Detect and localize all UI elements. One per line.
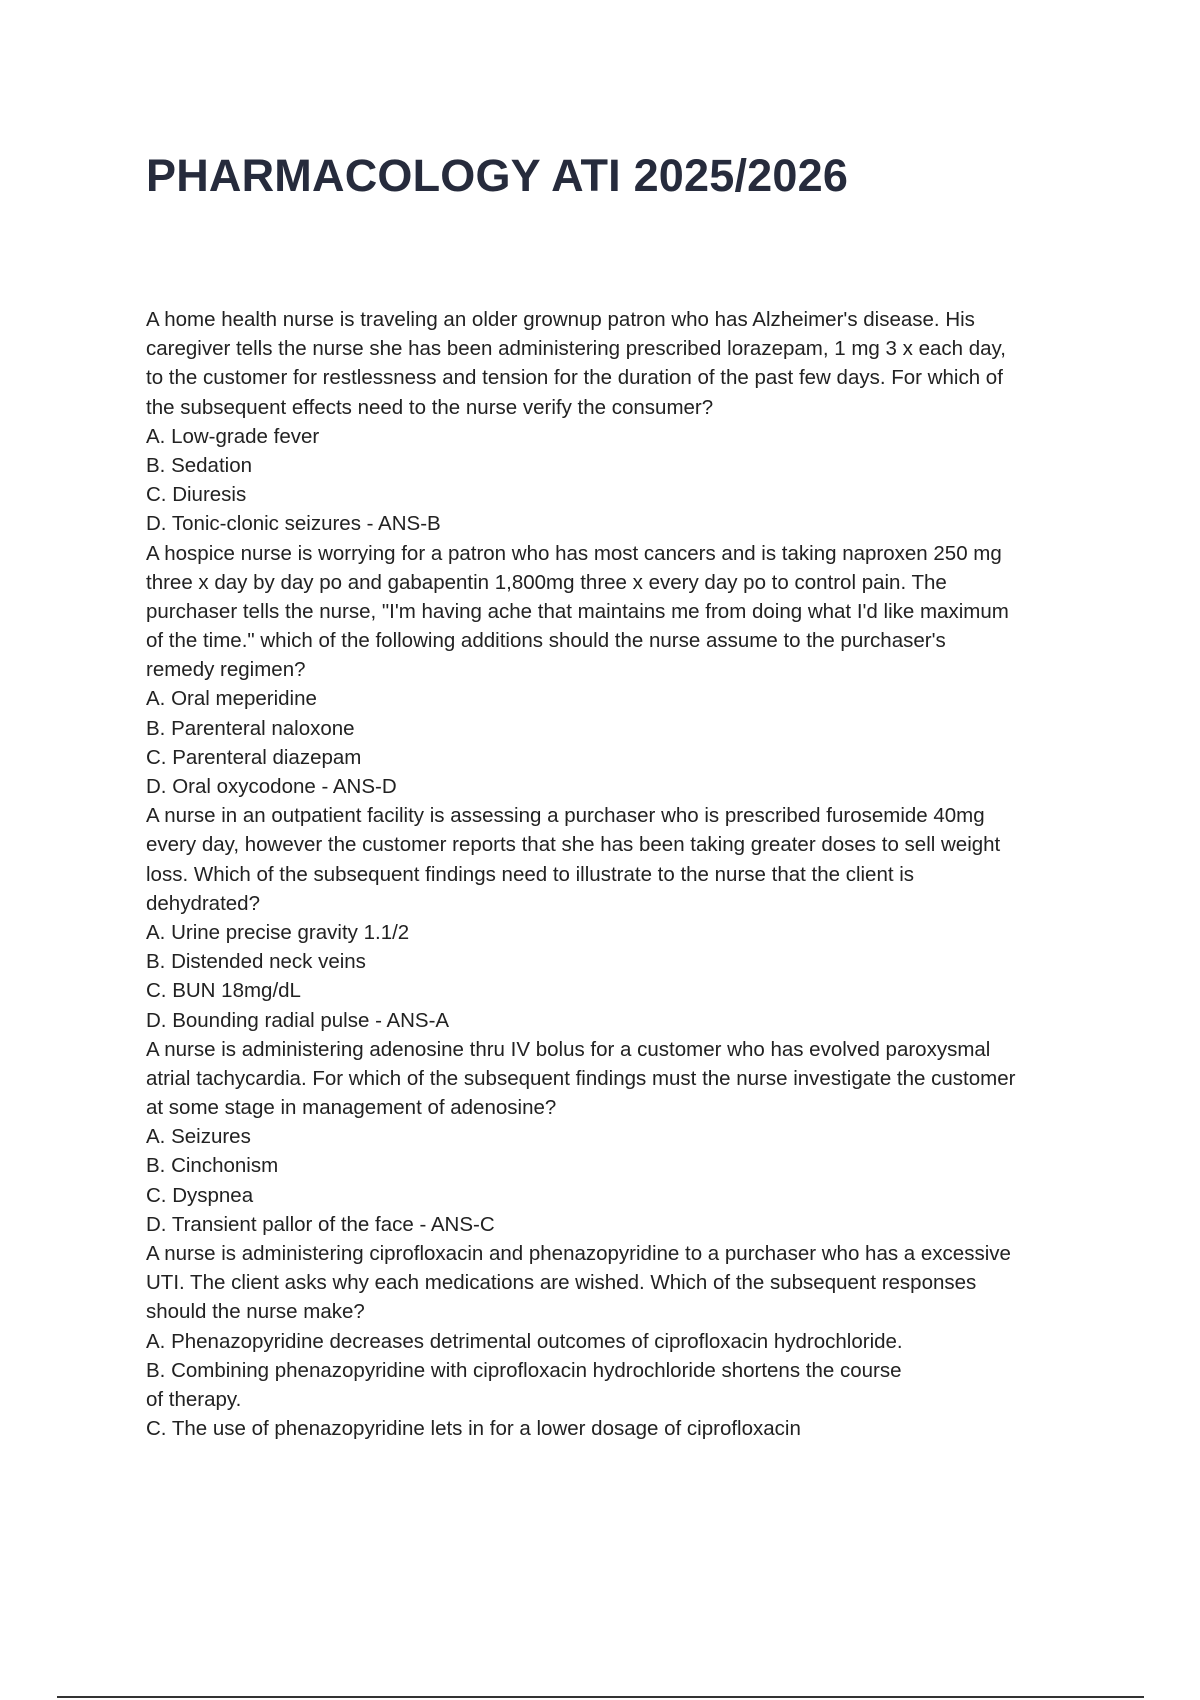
question-stem-line: A home health nurse is traveling an older grownup patron who has Alzheimer's disease. His xyxy=(146,308,975,331)
answer-option-continuation: of therapy. xyxy=(146,1387,242,1411)
document-body xyxy=(146,305,1106,1443)
question-stem-line: to the customer for restlessness and tension for the duration of the past few days. For which of xyxy=(146,366,1003,390)
question-2 xyxy=(146,539,1106,802)
answer-option: C. BUN 18mg/dL xyxy=(146,979,301,1003)
question-stem-line: of the time." which of the following additions should the nurse assume to the purchaser's xyxy=(146,629,946,653)
answer-option-with-answer-key: D. Transient pallor of the face - ANS-C xyxy=(146,1212,495,1236)
answer-option: B. Cinchonism xyxy=(146,1154,279,1178)
answer-option: B. Parenteral naloxone xyxy=(146,716,355,740)
answer-option-with-answer-key: D. Bounding radial pulse - ANS-A xyxy=(146,1008,450,1032)
question-stem-line: at some stage in management of adenosine? xyxy=(146,1096,557,1120)
question-3 xyxy=(146,801,1106,1035)
page-title: PHARMACOLOGY ATI 2025/2026 xyxy=(146,150,849,201)
question-stem-line: three x day by day po and gabapentin 1,800mg three x every day po to control pain. The xyxy=(146,570,947,594)
question-stem-line: the subsequent effects need to the nurse verify the consumer? xyxy=(146,395,714,419)
question-5 xyxy=(146,1239,1106,1443)
answer-option-with-answer-key: D. Tonic-clonic seizures - ANS-B xyxy=(146,512,441,536)
answer-option-with-answer-key: D. Oral oxycodone - ANS-D xyxy=(146,775,397,798)
question-stem-line: caregiver tells the nurse she has been administering prescribed lorazepam, 1 mg 3 x each day, xyxy=(146,337,1006,361)
answer-option: B. Combining phenazopyridine with ciprofloxacin hydrochloride shortens the course xyxy=(146,1358,902,1382)
answer-option: B. Sedation xyxy=(146,453,252,477)
question-stem-line: should the nurse make? xyxy=(146,1300,365,1324)
question-stem-line: A hospice nurse is worrying for a patron who has most cancers and is taking naproxen 250 mg xyxy=(146,541,1002,565)
answer-option: A. Urine precise gravity 1.1/2 xyxy=(146,920,410,944)
bottom-divider xyxy=(57,1696,1144,1698)
answer-option: C. Diuresis xyxy=(146,483,247,507)
answer-option: A. Low-grade fever xyxy=(146,424,320,448)
question-stem-line: dehydrated? xyxy=(146,891,260,915)
answer-option: B. Distended neck veins xyxy=(146,950,366,974)
answer-option: A. Phenazopyridine decreases detrimental outcomes of ciprofloxacin hydrochloride. xyxy=(146,1329,903,1353)
answer-option: C. The use of phenazopyridine lets in for a lower dosage of ciprofloxacin xyxy=(146,1417,801,1441)
answer-option: C. Dyspnea xyxy=(146,1183,254,1207)
question-stem-line: A nurse is administering ciprofloxacin and phenazopyridine to a purchaser who has a excessive xyxy=(146,1242,1011,1265)
answer-option: C. Parenteral diazepam xyxy=(146,745,362,769)
question-stem-line: purchaser tells the nurse, "I'm having ache that maintains me from doing what I'd like maximum xyxy=(146,599,1009,623)
question-stem-line: every day, however the customer reports that she has been taking greater doses to sell weight xyxy=(146,833,1001,857)
answer-option: A. Oral meperidine xyxy=(146,687,317,711)
question-1 xyxy=(146,305,1106,539)
question-stem-line: A nurse is administering adenosine thru IV bolus for a customer who has evolved paroxysmal xyxy=(146,1037,991,1061)
question-4 xyxy=(146,1035,1106,1239)
question-stem-line: atrial tachycardia. For which of the subsequent findings must the nurse investigate the customer xyxy=(146,1066,1016,1090)
answer-option: A. Seizures xyxy=(146,1125,251,1149)
question-stem-line: UTI. The client asks why each medications are wished. Which of the subsequent responses xyxy=(146,1271,977,1295)
question-stem-line: loss. Which of the subsequent findings need to illustrate to the nurse that the client is xyxy=(146,862,915,886)
question-stem-line: remedy regimen? xyxy=(146,658,306,682)
question-stem-line: A nurse in an outpatient facility is assessing a purchaser who is prescribed furosemide 40mg xyxy=(146,804,985,828)
